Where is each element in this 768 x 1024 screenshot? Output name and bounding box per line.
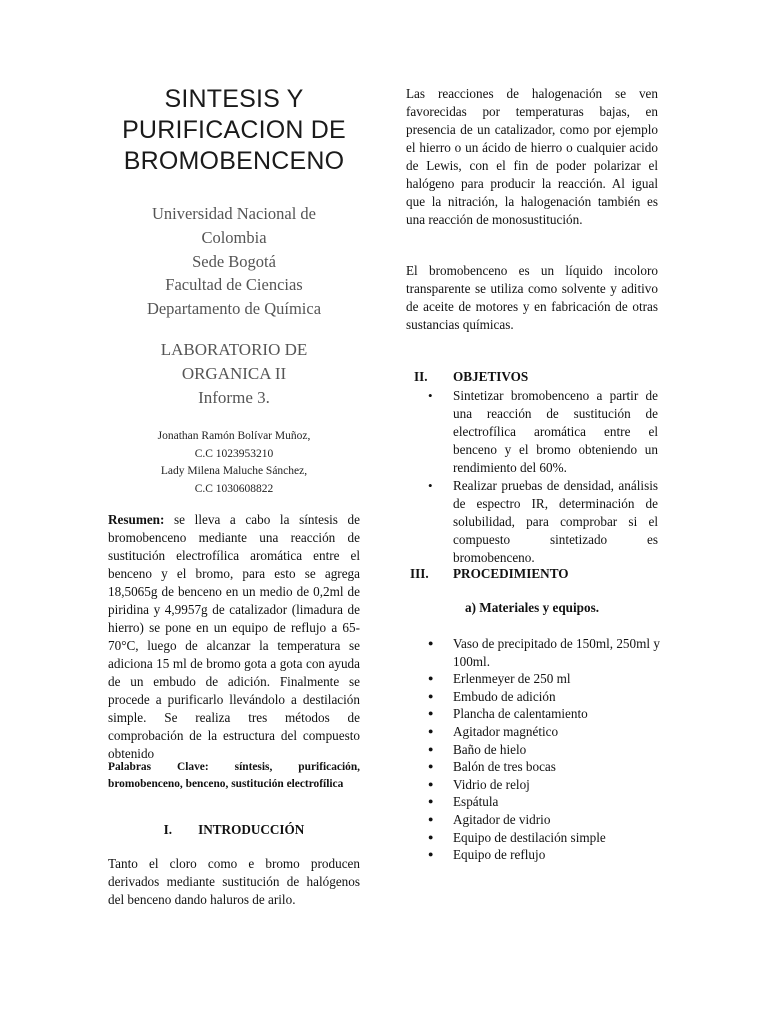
materials-subheading: a) Materiales y equipos. [464, 600, 600, 615]
list-item: ● Baño de hielo [453, 741, 663, 759]
introduction-heading [108, 822, 360, 838]
list-item: ● Vaso de precipitado de 150ml, 250ml y 100ml. [453, 635, 663, 670]
lab-line: LABORATORIO DE [160, 340, 308, 359]
section-number: I. [163, 822, 173, 837]
title-line: SINTESIS Y [164, 85, 304, 113]
list-item: ● Agitador de vidrio [453, 811, 663, 829]
objectives-list [453, 387, 658, 567]
list-item: ● Equipo de destilación simple [453, 829, 663, 847]
intro-paragraph-2: Las reacciones de halogenación se ven favorecidas por temperaturas bajas, en presencia de un catalizador, como por ejemplo el hierro o un ácido de hierro o cualquier acido de Lewis, con el fin de poder polarizar el halógeno para producir la reacción. Al igual que la nitración, la halogenación también es una reacción de monosustitución. [406, 86, 658, 227]
faculty-line: Facultad de Ciencias [165, 275, 303, 294]
section-title: INTRODUCCIÓN [198, 822, 305, 837]
section-title: OBJETIVOS [453, 369, 529, 384]
list-item: ● Agitador magnético [453, 723, 663, 741]
intro-paragraph-1: Tanto el cloro como e bromo producen derivados mediante sustitución de halógenos del benceno dando haluros de arilo. [108, 856, 360, 907]
lab-block [108, 338, 360, 410]
list-item: ● Equipo de reflujo [453, 846, 663, 864]
materials-list [453, 635, 663, 864]
authors-block [108, 428, 360, 498]
university-line: Colombia [201, 228, 267, 247]
list-item: ● Vidrio de reloj [453, 776, 663, 794]
author-id: C.C 1030608822 [194, 482, 274, 495]
section-number: III. [410, 566, 429, 581]
faculty-line: Departamento de Química [146, 299, 322, 318]
abstract [108, 511, 360, 763]
section-title: PROCEDIMIENTO [453, 566, 569, 581]
author-id: C.C 1023953210 [194, 447, 274, 460]
author-name: Jonathan Ramón Bolívar Muñoz, [157, 430, 311, 442]
lab-line: ORGANICA II [181, 364, 287, 383]
objectives-heading [414, 369, 528, 385]
list-item: • Realizar pruebas de densidad, análisis de espectro IR, determinación de solubilidad, para comprobar si el compuesto sintetizado es bromobenceno. [453, 477, 658, 567]
section-number: II. [414, 369, 428, 384]
abstract-text: se lleva a cabo la síntesis de bromobenceno mediante una reacción de sustitución electrofílica aromática entre el benceno y el bromo, para esto se agrega 18,5065g de benceno en un medio de 0,2ml de piridina y 4,9957g de catalizador (limadura de hierro) se pone en un equipo de reflujo a 65-70°C, luego de alcanzar la temperatura se adiciona 15 ml de bromo gota a gota con ayuda de un embudo de adición. Finalmente se procede a purificarlo llevándolo a destilación simple. Se realiza tres métodos de comprobación de la estructura del compuesto obtenido [108, 512, 360, 761]
list-item: ● Erlenmeyer de 250 ml [453, 670, 663, 688]
title-line: PURIFICACION DE [122, 116, 346, 144]
lab-line: Informe 3. [198, 388, 270, 407]
list-item: ● Espátula [453, 793, 663, 811]
intro-paragraph-3: El bromobenceno es un líquido incoloro transparente se utiliza como solvente y aditivo de aceite de motores y en fabricación de otras sustancias químicas. [406, 263, 658, 332]
university-line: Sede Bogotá [192, 252, 276, 271]
procedure-heading [410, 566, 569, 582]
university-line: Universidad Nacional de [151, 204, 317, 223]
title-line: BROMOBENCENO [123, 147, 345, 175]
keywords: Palabras Clave: síntesis, purificación, bromobenceno, benceno, sustitución electrofílica [108, 761, 360, 790]
paper-title [108, 84, 360, 177]
list-item: ● Plancha de calentamiento [453, 705, 663, 723]
university-block [108, 202, 360, 274]
list-item: • Sintetizar bromobenceno a partir de una reacción de sustitución de electrofílica aromática entre el benceno y el bromo obteniendo un rendimiento del 60%. [453, 387, 658, 477]
abstract-label: Resumen: [108, 512, 165, 527]
author-name: Lady Milena Maluche Sánchez, [160, 465, 308, 477]
faculty-block [108, 273, 360, 321]
list-item: ● Embudo de adición [453, 688, 663, 706]
list-item: ● Balón de tres bocas [453, 758, 663, 776]
